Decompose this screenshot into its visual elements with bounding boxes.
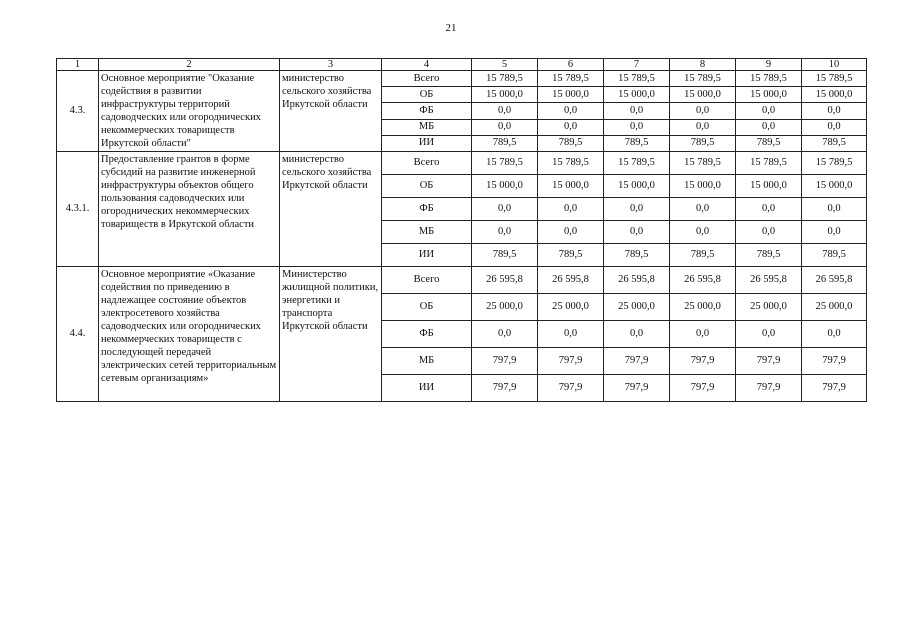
amount-cell: 15 789,5 xyxy=(802,71,867,87)
amount-cell: 797,9 xyxy=(538,375,604,402)
item-code: 4.4. xyxy=(57,267,99,402)
amount-cell: 797,9 xyxy=(802,375,867,402)
table-row xyxy=(57,71,867,87)
item-executor: Министерство жилищной политики, энергетики и транспорта Иркутской области xyxy=(280,267,382,402)
amount-cell: 15 000,0 xyxy=(472,175,538,198)
amount-cell: 15 789,5 xyxy=(670,152,736,175)
column-number-row xyxy=(57,59,867,71)
amount-cell: 797,9 xyxy=(472,348,538,375)
amount-cell: 0,0 xyxy=(802,119,867,135)
funding-source: МБ xyxy=(382,221,472,244)
amount-cell: 0,0 xyxy=(538,221,604,244)
amount-cell: 15 789,5 xyxy=(670,71,736,87)
table-row xyxy=(57,152,867,175)
amount-cell: 797,9 xyxy=(802,348,867,375)
amount-cell: 789,5 xyxy=(736,135,802,151)
amount-cell: 0,0 xyxy=(670,119,736,135)
amount-cell: 0,0 xyxy=(736,103,802,119)
amount-cell: 0,0 xyxy=(670,198,736,221)
amount-cell: 0,0 xyxy=(538,119,604,135)
amount-cell: 25 000,0 xyxy=(538,294,604,321)
amount-cell: 789,5 xyxy=(472,135,538,151)
amount-cell: 15 000,0 xyxy=(736,175,802,198)
amount-cell: 15 000,0 xyxy=(538,87,604,103)
item-code: 4.3.1. xyxy=(57,152,99,267)
amount-cell: 789,5 xyxy=(670,135,736,151)
amount-cell: 0,0 xyxy=(802,221,867,244)
amount-cell: 797,9 xyxy=(670,348,736,375)
amount-cell: 0,0 xyxy=(670,103,736,119)
amount-cell: 0,0 xyxy=(472,103,538,119)
item-code: 4.3. xyxy=(57,71,99,152)
amount-cell: 797,9 xyxy=(604,375,670,402)
amount-cell: 15 000,0 xyxy=(604,175,670,198)
amount-cell: 15 789,5 xyxy=(736,71,802,87)
amount-cell: 15 789,5 xyxy=(538,71,604,87)
item-name: Основное мероприятие «Оказание содействия по приведению в надлежащее состояние объектов электросетевого хозяйства садоводческих или огороднических некоммерческих товариществ с последующей передачей электрических сетей территориальным сетевым организациям» xyxy=(99,267,280,402)
amount-cell: 789,5 xyxy=(472,244,538,267)
amount-cell: 25 000,0 xyxy=(604,294,670,321)
amount-cell: 0,0 xyxy=(472,198,538,221)
amount-cell: 789,5 xyxy=(736,244,802,267)
amount-cell: 0,0 xyxy=(472,321,538,348)
amount-cell: 25 000,0 xyxy=(736,294,802,321)
amount-cell: 797,9 xyxy=(538,348,604,375)
amount-cell: 15 789,5 xyxy=(538,152,604,175)
table-row xyxy=(57,267,867,294)
amount-cell: 789,5 xyxy=(604,135,670,151)
amount-cell: 797,9 xyxy=(670,375,736,402)
column-number: 8 xyxy=(670,59,736,71)
amount-cell: 0,0 xyxy=(604,103,670,119)
funding-source: ОБ xyxy=(382,294,472,321)
amount-cell: 0,0 xyxy=(736,321,802,348)
amount-cell: 15 000,0 xyxy=(472,87,538,103)
amount-cell: 0,0 xyxy=(802,198,867,221)
block-4-4 xyxy=(57,267,867,402)
column-number: 2 xyxy=(99,59,280,71)
amount-cell: 797,9 xyxy=(736,375,802,402)
amount-cell: 0,0 xyxy=(604,198,670,221)
column-number: 3 xyxy=(280,59,382,71)
amount-cell: 0,0 xyxy=(802,103,867,119)
amount-cell: 789,5 xyxy=(670,244,736,267)
amount-cell: 26 595,8 xyxy=(472,267,538,294)
funding-source: ОБ xyxy=(382,175,472,198)
amount-cell: 15 789,5 xyxy=(472,71,538,87)
amount-cell: 0,0 xyxy=(604,119,670,135)
amount-cell: 797,9 xyxy=(736,348,802,375)
block-4-3 xyxy=(57,71,867,152)
funding-source: Всего xyxy=(382,71,472,87)
amount-cell: 789,5 xyxy=(604,244,670,267)
amount-cell: 15 789,5 xyxy=(736,152,802,175)
funding-source: ФБ xyxy=(382,321,472,348)
item-name: Предоставление грантов в форме субсидий на развитие инженерной инфраструктуры объектов общего пользования садоводческих или огороднических некоммерческих товариществ в Иркутской области xyxy=(99,152,280,267)
funding-source: ФБ xyxy=(382,103,472,119)
funding-source: Всего xyxy=(382,267,472,294)
amount-cell: 15 000,0 xyxy=(802,175,867,198)
funding-source: Всего xyxy=(382,152,472,175)
funding-source: ИИ xyxy=(382,375,472,402)
amount-cell: 15 789,5 xyxy=(472,152,538,175)
block-4-3-1 xyxy=(57,152,867,267)
column-number: 5 xyxy=(472,59,538,71)
amount-cell: 0,0 xyxy=(736,221,802,244)
amount-cell: 15 789,5 xyxy=(604,152,670,175)
amount-cell: 789,5 xyxy=(802,135,867,151)
amount-cell: 25 000,0 xyxy=(802,294,867,321)
amount-cell: 789,5 xyxy=(538,244,604,267)
item-executor: министерство сельского хозяйства Иркутской области xyxy=(280,71,382,152)
amount-cell: 15 000,0 xyxy=(604,87,670,103)
amount-cell: 0,0 xyxy=(736,198,802,221)
amount-cell: 0,0 xyxy=(538,321,604,348)
amount-cell: 15 000,0 xyxy=(802,87,867,103)
amount-cell: 26 595,8 xyxy=(802,267,867,294)
column-number: 1 xyxy=(57,59,99,71)
page-number: 21 xyxy=(445,22,457,34)
amount-cell: 0,0 xyxy=(538,103,604,119)
amount-cell: 0,0 xyxy=(604,321,670,348)
budget-table xyxy=(56,58,867,402)
amount-cell: 0,0 xyxy=(604,221,670,244)
amount-cell: 797,9 xyxy=(604,348,670,375)
amount-cell: 26 595,8 xyxy=(538,267,604,294)
amount-cell: 26 595,8 xyxy=(670,267,736,294)
amount-cell: 25 000,0 xyxy=(670,294,736,321)
column-number: 7 xyxy=(604,59,670,71)
amount-cell: 26 595,8 xyxy=(736,267,802,294)
column-number: 9 xyxy=(736,59,802,71)
amount-cell: 797,9 xyxy=(472,375,538,402)
amount-cell: 15 000,0 xyxy=(670,175,736,198)
amount-cell: 0,0 xyxy=(670,321,736,348)
item-name: Основное мероприятие "Оказание содействия в развитии инфраструктуры территорий садоводческих или огороднических некоммерческих товариществ Иркутской области" xyxy=(99,71,280,152)
amount-cell: 0,0 xyxy=(538,198,604,221)
amount-cell: 15 000,0 xyxy=(736,87,802,103)
amount-cell: 0,0 xyxy=(472,221,538,244)
amount-cell: 0,0 xyxy=(472,119,538,135)
amount-cell: 15 789,5 xyxy=(802,152,867,175)
column-number: 4 xyxy=(382,59,472,71)
amount-cell: 789,5 xyxy=(538,135,604,151)
item-executor: министерство сельского хозяйства Иркутской области xyxy=(280,152,382,267)
amount-cell: 15 000,0 xyxy=(538,175,604,198)
amount-cell: 0,0 xyxy=(802,321,867,348)
funding-source: ИИ xyxy=(382,244,472,267)
funding-source: МБ xyxy=(382,348,472,375)
amount-cell: 26 595,8 xyxy=(604,267,670,294)
amount-cell: 0,0 xyxy=(736,119,802,135)
amount-cell: 0,0 xyxy=(670,221,736,244)
amount-cell: 25 000,0 xyxy=(472,294,538,321)
funding-source: МБ xyxy=(382,119,472,135)
funding-source: ОБ xyxy=(382,87,472,103)
amount-cell: 15 000,0 xyxy=(670,87,736,103)
column-number: 10 xyxy=(802,59,867,71)
funding-source: ИИ xyxy=(382,135,472,151)
amount-cell: 789,5 xyxy=(802,244,867,267)
amount-cell: 15 789,5 xyxy=(604,71,670,87)
funding-source: ФБ xyxy=(382,198,472,221)
column-number: 6 xyxy=(538,59,604,71)
